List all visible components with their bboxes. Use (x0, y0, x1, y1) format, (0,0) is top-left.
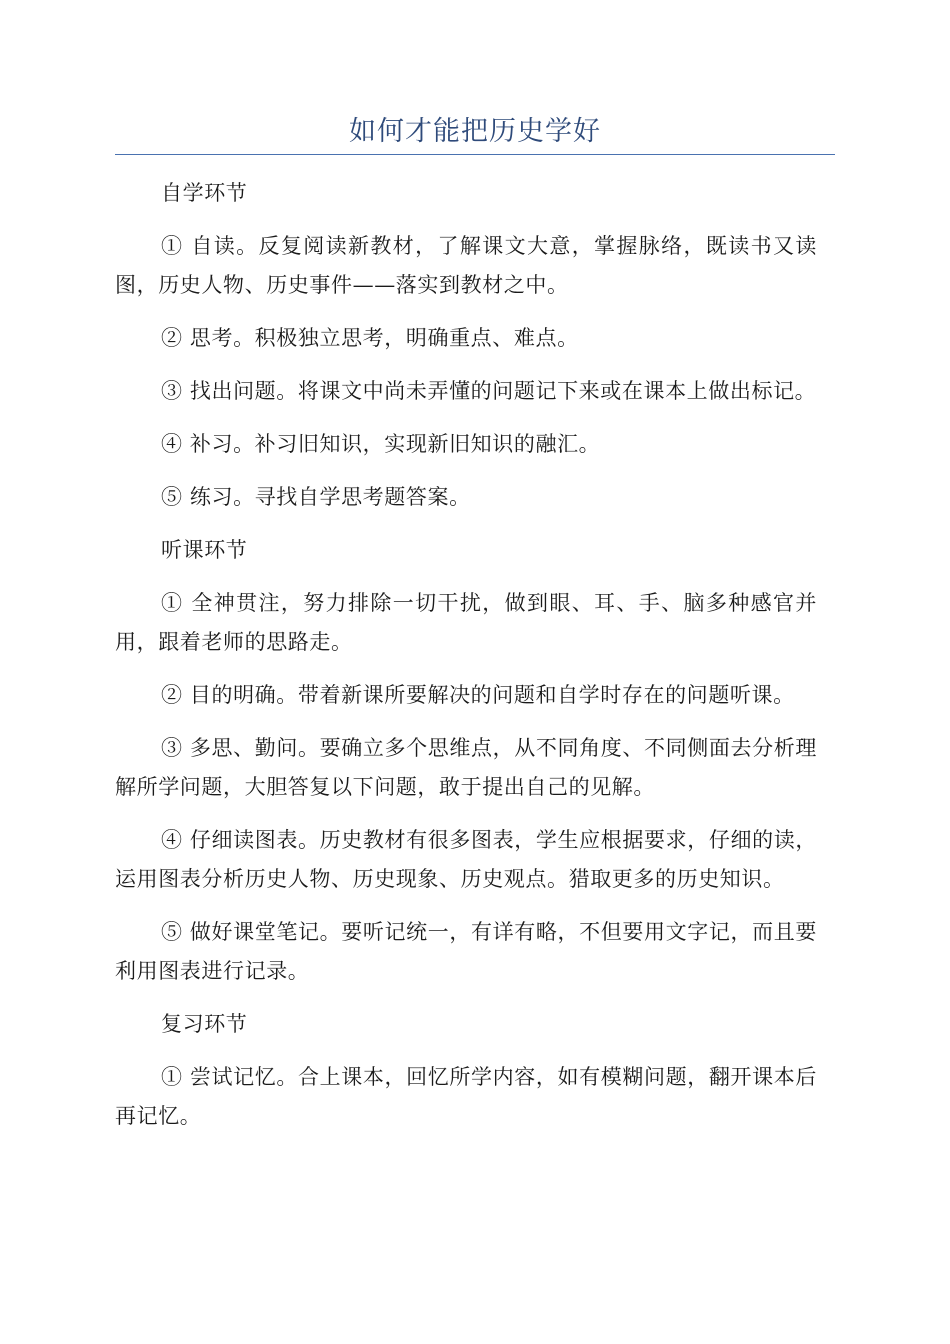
section-heading-self-study: 自学环节 (161, 181, 248, 205)
paragraph: ② 目的明确。带着新课所要解决的问题和自学时存在的问题听课。 (161, 683, 795, 707)
section-heading-review: 复习环节 (161, 1012, 248, 1036)
section-heading-listening: 听课环节 (161, 538, 248, 562)
paragraph: ① 自读。反复阅读新教材，了解课文大意，掌握脉络，既读书又读图，历史人物、历史事件——落实到教材之中。 (115, 234, 817, 297)
paragraph: ④ 补习。补习旧知识，实现新旧知识的融汇。 (161, 432, 601, 456)
paragraph: ③ 多思、勤问。要确立多个思维点，从不同角度、不同侧面去分析理解所学问题，大胆答复以下问题，敢于提出自己的见解。 (115, 736, 817, 799)
paragraph: ⑤ 练习。寻找自学思考题答案。 (161, 485, 471, 509)
paragraph: ④ 仔细读图表。历史教材有很多图表，学生应根据要求，仔细的读，运用图表分析历史人物、历史现象、历史观点。猎取更多的历史知识。 (115, 828, 817, 891)
paragraph: ① 全神贯注，努力排除一切干扰，做到眼、耳、手、脑多种感官并用，跟着老师的思路走。 (115, 591, 817, 654)
paragraph: ③ 找出问题。将课文中尚未弄懂的问题记下来或在课本上做出标记。 (161, 379, 817, 403)
document-body (115, 174, 817, 1150)
paragraph: ① 尝试记忆。合上课本，回忆所学内容，如有模糊问题，翻开课本后再记忆。 (115, 1065, 817, 1128)
document-title: 如何才能把历史学好 (349, 116, 601, 147)
paragraph: ② 思考。积极独立思考，明确重点、难点。 (161, 326, 579, 350)
title-underline (115, 154, 835, 155)
paragraph: ⑤ 做好课堂笔记。要听记统一，有详有略，不但要用文字记，而且要利用图表进行记录。 (115, 920, 817, 983)
